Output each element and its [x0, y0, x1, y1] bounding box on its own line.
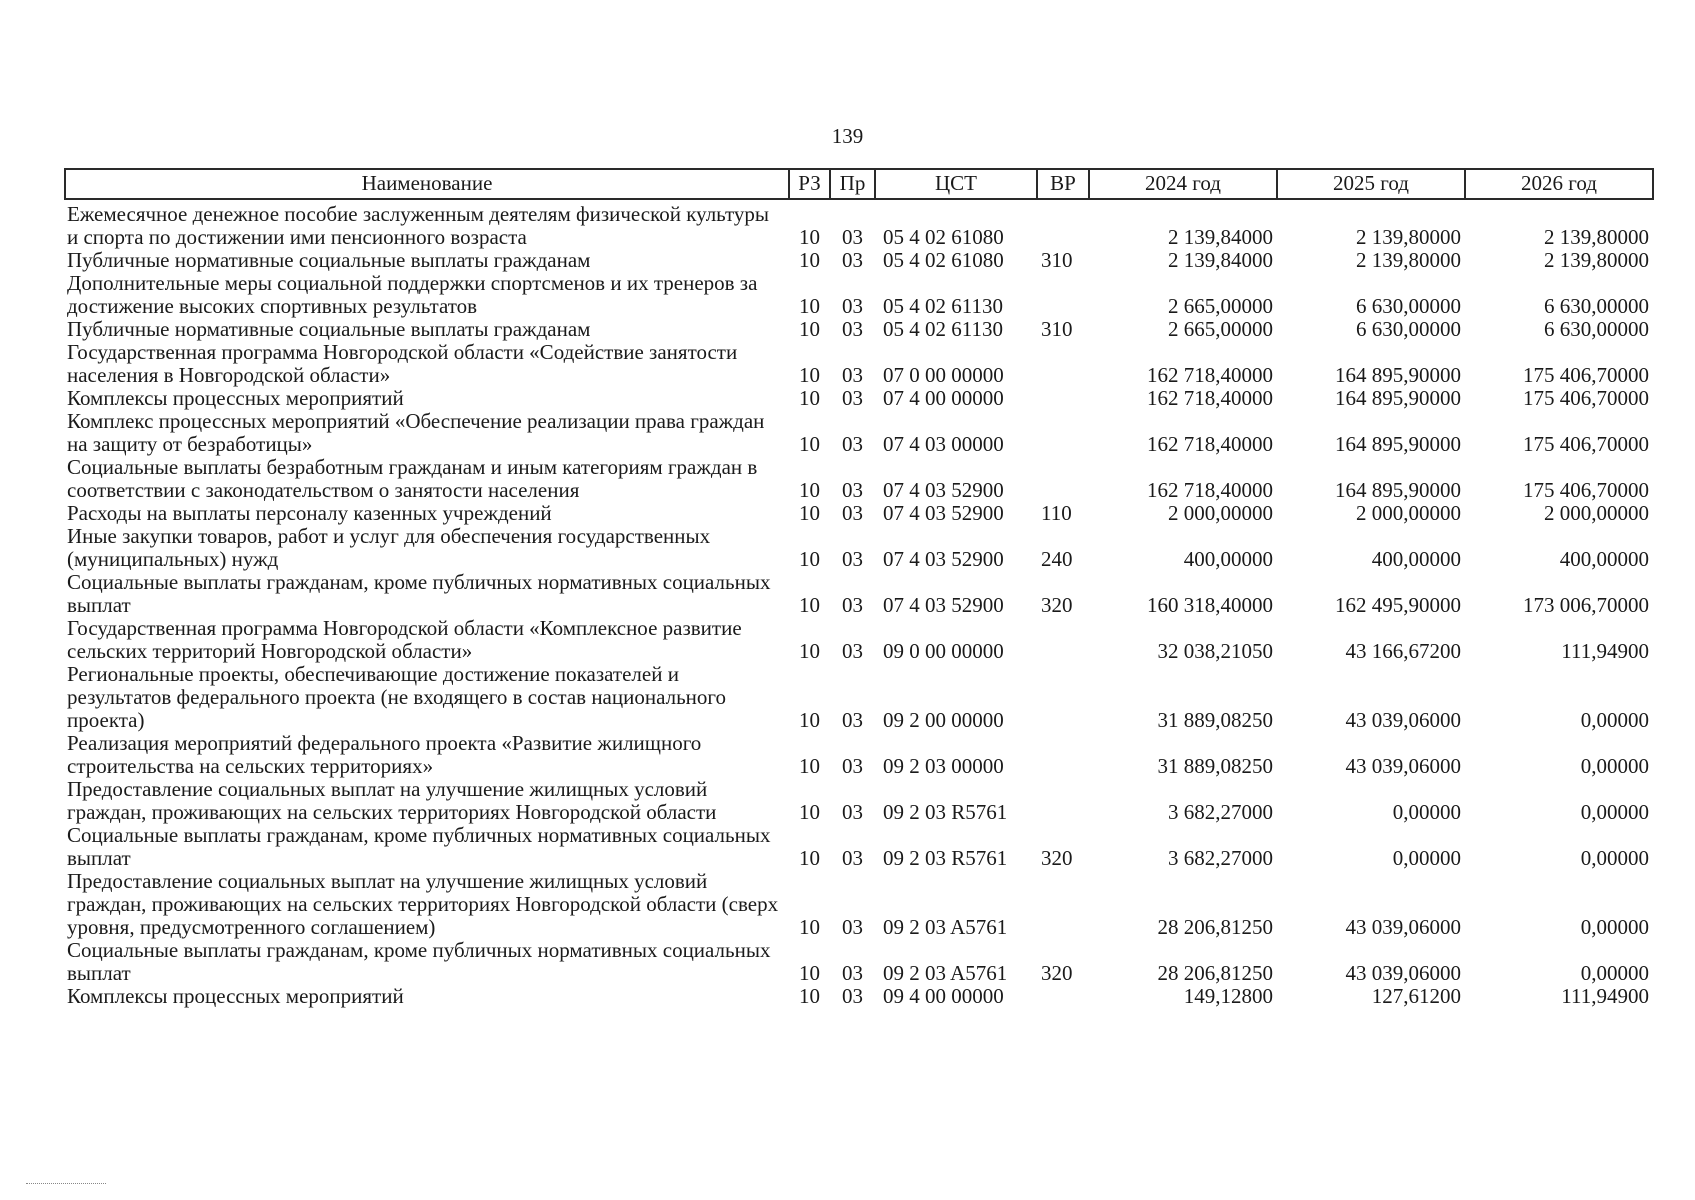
header-pr: Пр — [830, 169, 875, 199]
cell-rz: 10 — [799, 961, 820, 985]
cell-2024: 32 038,21050 — [1157, 639, 1273, 663]
cell-cst: 09 2 00 00000 — [883, 708, 1004, 732]
cell-2026: 175 406,70000 — [1523, 432, 1649, 456]
cell-rz: 10 — [799, 386, 820, 410]
cell-name: Дополнительные меры социальной поддержки спортсменов и их тренеров за достижение высоких спортивных результатов — [67, 271, 758, 318]
cell-name: Комплексы процессных мероприятий — [67, 984, 404, 1008]
cell-2025: 0,00000 — [1392, 846, 1461, 870]
cell-vr: 320 — [1041, 593, 1073, 617]
cell-2026: 175 406,70000 — [1523, 478, 1649, 502]
cell-2025: 2 139,80000 — [1356, 248, 1461, 272]
cell-vr: 320 — [1041, 846, 1073, 870]
cell-vr — [1037, 456, 1089, 502]
cell-2025: 164 895,90000 — [1335, 432, 1461, 456]
table-row — [65, 824, 1653, 870]
cell-cst: 09 2 03 00000 — [883, 754, 1004, 778]
table-body — [65, 199, 1653, 1008]
table-header — [65, 169, 1653, 199]
cell-pr: 03 — [842, 915, 863, 939]
cell-2026: 2 000,00000 — [1544, 501, 1649, 525]
cell-cst: 07 4 00 00000 — [883, 386, 1004, 410]
budget-table — [64, 168, 1654, 1008]
cell-pr: 03 — [842, 639, 863, 663]
cell-cst: 09 2 03 A5761 — [883, 961, 1008, 985]
cell-name: Социальные выплаты безработным гражданам и иным категориям граждан в соответствии с законодательством о занятости населения — [67, 455, 758, 502]
cell-2026: 175 406,70000 — [1523, 386, 1649, 410]
table-row — [65, 525, 1653, 571]
table-row — [65, 663, 1653, 732]
cell-2024: 162 718,40000 — [1147, 386, 1273, 410]
cell-2025: 162 495,90000 — [1335, 593, 1461, 617]
table-row — [65, 272, 1653, 318]
table-row — [65, 870, 1653, 939]
cell-name: Государственная программа Новгородской области «Содействие занятости населения в Новгородской области» — [67, 340, 738, 387]
table-row — [65, 456, 1653, 502]
cell-cst: 09 2 03 R5761 — [883, 846, 1008, 870]
cell-name: Предоставление социальных выплат на улучшение жилищных условий граждан, проживающих на сельских территориях Новгородской области — [67, 777, 717, 824]
cell-2025: 43 039,06000 — [1345, 708, 1461, 732]
cell-cst: 07 0 00 00000 — [883, 363, 1004, 387]
cell-vr — [1037, 617, 1089, 663]
cell-vr — [1037, 732, 1089, 778]
cell-pr: 03 — [842, 984, 863, 1008]
cell-2026: 0,00000 — [1580, 961, 1649, 985]
cell-2024: 160 318,40000 — [1147, 593, 1273, 617]
cell-name: Публичные нормативные социальные выплаты гражданам — [67, 317, 591, 341]
cell-name: Социальные выплаты гражданам, кроме публичных нормативных социальных выплат — [67, 570, 771, 617]
cell-2024: 162 718,40000 — [1147, 432, 1273, 456]
cell-name: Региональные проекты, обеспечивающие достижение показателей и результатов федерального проекта (не входящего в состав национального проекта) — [67, 662, 726, 732]
cell-cst: 09 2 03 R5761 — [883, 800, 1008, 824]
cell-rz: 10 — [799, 363, 820, 387]
table-row — [65, 732, 1653, 778]
table-row — [65, 778, 1653, 824]
table-row — [65, 249, 1653, 272]
cell-name: Социальные выплаты гражданам, кроме публичных нормативных социальных выплат — [67, 823, 771, 870]
cell-2025: 164 895,90000 — [1335, 478, 1461, 502]
cell-pr: 03 — [842, 800, 863, 824]
cell-rz: 10 — [799, 800, 820, 824]
cell-pr: 03 — [842, 708, 863, 732]
cell-vr — [1037, 663, 1089, 732]
cell-rz: 10 — [799, 294, 820, 318]
cell-2024: 28 206,81250 — [1157, 961, 1273, 985]
cell-cst: 09 0 00 00000 — [883, 639, 1004, 663]
cell-2026: 111,94900 — [1561, 639, 1649, 663]
cell-name: Иные закупки товаров, работ и услуг для обеспечения государственных (муниципальных) нужд — [67, 524, 711, 571]
cell-2026: 0,00000 — [1580, 754, 1649, 778]
cell-2025: 43 166,67200 — [1345, 639, 1461, 663]
cell-rz: 10 — [799, 317, 820, 341]
cell-rz: 10 — [799, 915, 820, 939]
cell-2026: 2 139,80000 — [1544, 248, 1649, 272]
cell-vr — [1037, 778, 1089, 824]
cell-rz: 10 — [799, 248, 820, 272]
cell-2025: 164 895,90000 — [1335, 363, 1461, 387]
cell-2024: 2 665,00000 — [1168, 317, 1273, 341]
header-row — [65, 169, 1653, 199]
cell-cst: 05 4 02 61130 — [883, 294, 1003, 318]
cell-2024: 28 206,81250 — [1157, 915, 1273, 939]
cell-2026: 6 630,00000 — [1544, 294, 1649, 318]
cell-pr: 03 — [842, 754, 863, 778]
cell-name: Социальные выплаты гражданам, кроме публичных нормативных социальных выплат — [67, 938, 771, 985]
cell-2026: 111,94900 — [1561, 984, 1649, 1008]
cell-2026: 0,00000 — [1580, 708, 1649, 732]
table-row — [65, 199, 1653, 249]
cell-pr: 03 — [842, 317, 863, 341]
cell-2026: 2 139,80000 — [1544, 225, 1649, 249]
cell-vr — [1037, 870, 1089, 939]
header-2024: 2024 год — [1089, 169, 1277, 199]
cell-cst: 09 4 00 00000 — [883, 984, 1004, 1008]
cell-pr: 03 — [842, 846, 863, 870]
table-row — [65, 985, 1653, 1008]
header-cst: ЦСТ — [875, 169, 1037, 199]
cell-2026: 0,00000 — [1580, 800, 1649, 824]
cell-rz: 10 — [799, 478, 820, 502]
cell-2025: 127,61200 — [1371, 984, 1461, 1008]
table-row — [65, 318, 1653, 341]
cell-rz: 10 — [799, 501, 820, 525]
header-2026: 2026 год — [1465, 169, 1653, 199]
table-row — [65, 387, 1653, 410]
page-number: 139 — [831, 124, 864, 148]
cell-rz: 10 — [799, 432, 820, 456]
cell-vr: 310 — [1041, 317, 1073, 341]
cell-2026: 400,00000 — [1559, 547, 1649, 571]
cell-cst: 07 4 03 52900 — [883, 593, 1004, 617]
cell-2026: 0,00000 — [1580, 915, 1649, 939]
cell-2025: 2 000,00000 — [1356, 501, 1461, 525]
cell-2026: 6 630,00000 — [1544, 317, 1649, 341]
cell-2026: 175 406,70000 — [1523, 363, 1649, 387]
cell-2024: 31 889,08250 — [1157, 708, 1273, 732]
cell-rz: 10 — [799, 639, 820, 663]
header-2025: 2025 год — [1277, 169, 1465, 199]
cell-cst: 07 4 03 00000 — [883, 432, 1004, 456]
cell-cst: 05 4 02 61080 — [883, 248, 1004, 272]
cell-2024: 31 889,08250 — [1157, 754, 1273, 778]
cell-vr: 310 — [1041, 248, 1073, 272]
cell-2025: 0,00000 — [1392, 800, 1461, 824]
cell-rz: 10 — [799, 225, 820, 249]
cell-pr: 03 — [842, 432, 863, 456]
cell-pr: 03 — [842, 593, 863, 617]
cell-2024: 3 682,27000 — [1168, 800, 1273, 824]
cell-rz: 10 — [799, 984, 820, 1008]
cell-vr: 320 — [1041, 961, 1073, 985]
header-vr: ВР — [1037, 169, 1089, 199]
cell-name: Расходы на выплаты персоналу казенных учреждений — [67, 501, 552, 525]
cell-name: Государственная программа Новгородской области «Комплексное развитие сельских территорий Новгородской области» — [67, 616, 742, 663]
cell-cst: 07 4 03 52900 — [883, 501, 1004, 525]
cell-cst: 07 4 03 52900 — [883, 547, 1004, 571]
table-row — [65, 617, 1653, 663]
header-rz: РЗ — [789, 169, 830, 199]
cell-2025: 164 895,90000 — [1335, 386, 1461, 410]
table-row — [65, 939, 1653, 985]
table-row — [65, 410, 1653, 456]
cell-pr: 03 — [842, 501, 863, 525]
cell-name: Комплекс процессных мероприятий «Обеспечение реализации права граждан на защиту от безработицы» — [67, 409, 765, 456]
cell-pr: 03 — [842, 294, 863, 318]
cell-rz: 10 — [799, 846, 820, 870]
cell-2026: 0,00000 — [1580, 846, 1649, 870]
cell-rz: 10 — [799, 593, 820, 617]
cell-pr: 03 — [842, 547, 863, 571]
cell-2024: 2 139,84000 — [1168, 225, 1273, 249]
table-row — [65, 502, 1653, 525]
cell-2025: 6 630,00000 — [1356, 294, 1461, 318]
cell-vr — [1037, 199, 1089, 249]
cell-vr — [1037, 410, 1089, 456]
cell-pr: 03 — [842, 363, 863, 387]
cell-2024: 162 718,40000 — [1147, 478, 1273, 502]
cell-rz: 10 — [799, 547, 820, 571]
cell-2024: 400,00000 — [1183, 547, 1273, 571]
cell-pr: 03 — [842, 961, 863, 985]
cell-vr — [1037, 985, 1089, 1008]
cell-name: Публичные нормативные социальные выплаты гражданам — [67, 248, 591, 272]
cell-vr: 110 — [1041, 501, 1072, 525]
scan-artifact — [26, 1183, 106, 1184]
table-row — [65, 341, 1653, 387]
cell-2024: 2 000,00000 — [1168, 501, 1273, 525]
cell-vr — [1037, 341, 1089, 387]
cell-2025: 6 630,00000 — [1356, 317, 1461, 341]
cell-pr: 03 — [842, 386, 863, 410]
table-row — [65, 571, 1653, 617]
cell-2025: 43 039,06000 — [1345, 754, 1461, 778]
cell-2025: 43 039,06000 — [1345, 961, 1461, 985]
cell-2024: 149,12800 — [1183, 984, 1273, 1008]
cell-2024: 2 139,84000 — [1168, 248, 1273, 272]
cell-2024: 162 718,40000 — [1147, 363, 1273, 387]
cell-name: Ежемесячное денежное пособие заслуженным деятелям физической культуры и спорта по достижении ими пенсионного возраста — [67, 202, 769, 249]
cell-2026: 173 006,70000 — [1523, 593, 1649, 617]
cell-name: Предоставление социальных выплат на улучшение жилищных условий граждан, проживающих на сельских территориях Новгородской области (сверх уровня, предусмотренного соглашением) — [67, 869, 779, 939]
cell-pr: 03 — [842, 225, 863, 249]
cell-cst: 05 4 02 61080 — [883, 225, 1004, 249]
cell-vr — [1037, 387, 1089, 410]
cell-cst: 07 4 03 52900 — [883, 478, 1004, 502]
cell-2025: 43 039,06000 — [1345, 915, 1461, 939]
cell-name: Реализация мероприятий федерального проекта «Развитие жилищного строительства на сельских территориях» — [67, 731, 702, 778]
cell-name: Комплексы процессных мероприятий — [67, 386, 404, 410]
cell-2024: 2 665,00000 — [1168, 294, 1273, 318]
cell-rz: 10 — [799, 754, 820, 778]
cell-2024: 3 682,27000 — [1168, 846, 1273, 870]
cell-cst: 09 2 03 A5761 — [883, 915, 1008, 939]
cell-vr — [1037, 272, 1089, 318]
cell-2025: 2 139,80000 — [1356, 225, 1461, 249]
cell-vr: 240 — [1041, 547, 1073, 571]
cell-rz: 10 — [799, 708, 820, 732]
cell-2025: 400,00000 — [1371, 547, 1461, 571]
cell-pr: 03 — [842, 478, 863, 502]
cell-cst: 05 4 02 61130 — [883, 317, 1003, 341]
header-name: Наименование — [65, 169, 789, 199]
cell-pr: 03 — [842, 248, 863, 272]
